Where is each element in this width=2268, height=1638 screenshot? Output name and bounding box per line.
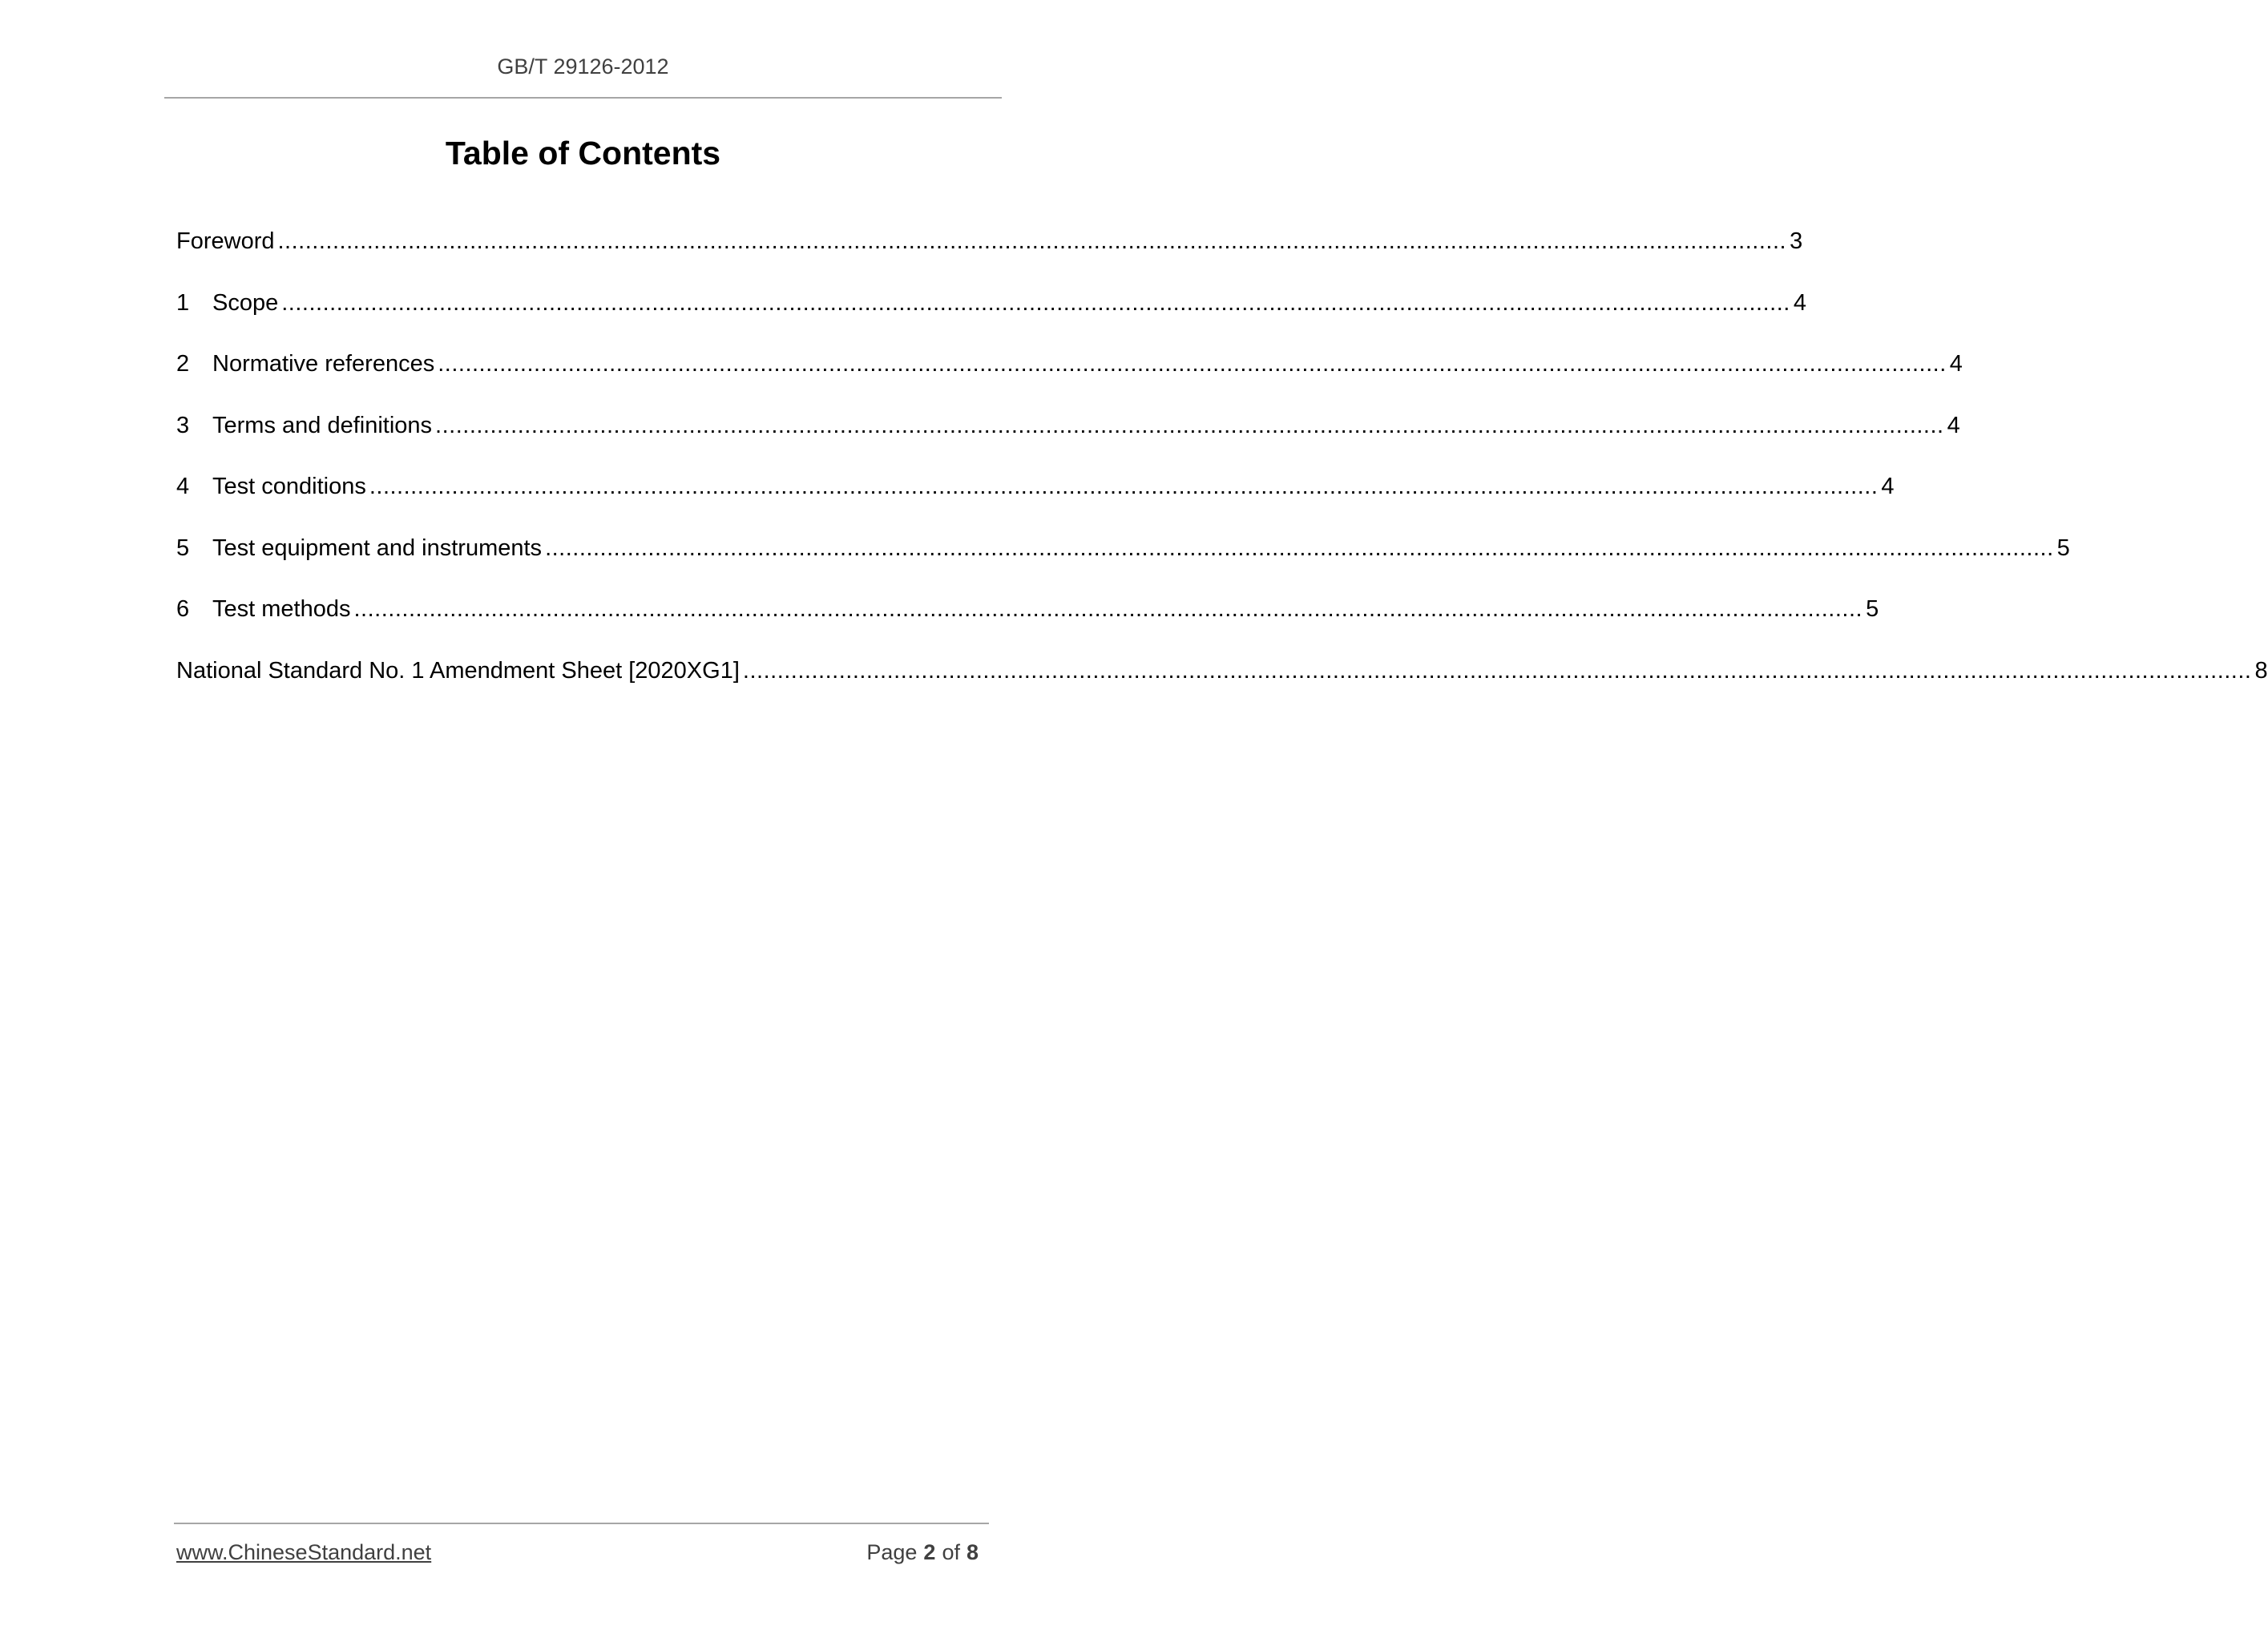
toc-leader-dots: ............................................................................................................................................................................................................................ <box>435 412 1944 438</box>
total-pages-number: 8 <box>966 1540 979 1564</box>
website-link[interactable]: www.ChineseStandard.net <box>176 1540 432 1564</box>
toc-entry-number: 3 <box>176 412 190 438</box>
header-divider <box>164 97 1002 99</box>
toc-leader-dots: ............................................................................................................................................................................................................................ <box>438 351 1947 377</box>
page-number <box>866 1540 985 1565</box>
toc-entry-test-conditions[interactable] <box>176 474 1895 535</box>
toc-entry-page: 4 <box>1949 351 1963 377</box>
of-word: of <box>942 1540 960 1564</box>
page-title: Table of Contents <box>445 135 721 171</box>
toc-entry-number: 5 <box>176 535 190 561</box>
page-word: Page <box>866 1540 918 1564</box>
toc-entry-number: 1 <box>176 289 190 316</box>
toc-entry-page: 4 <box>1947 412 1960 438</box>
toc-entry-foreword[interactable] <box>176 228 1803 290</box>
toc-entry-label: Foreword <box>176 228 275 254</box>
document-header: GB/T 29126-2012 <box>497 54 669 79</box>
toc-leader-dots: ............................................................................................................................................................................................................................ <box>281 289 1790 316</box>
footer-divider <box>174 1523 989 1524</box>
toc-entry-test-methods[interactable] <box>176 596 1879 658</box>
toc-entry-label: Test equipment and instruments <box>212 535 543 561</box>
toc-entry-page: 4 <box>1793 289 1806 316</box>
toc-entry-label: National Standard No. 1 Amendment Sheet [2020XG1] <box>176 657 740 684</box>
toc-leader-dots: ............................................................................................................................................................................................................................ <box>369 474 1879 499</box>
toc-entry-number: 2 <box>176 351 190 377</box>
toc-entry-label: Test conditions <box>212 474 366 499</box>
toc-entry-label: Normative references <box>212 351 435 377</box>
toc-leader-dots: ............................................................................................................................................................................................................................ <box>277 228 1787 254</box>
toc-entry-label: Terms and definitions <box>212 412 433 438</box>
toc-entry-number: 6 <box>176 596 190 622</box>
toc-entry-number: 4 <box>176 474 190 499</box>
toc-entry-scope[interactable] <box>176 289 1806 352</box>
toc-entry-normative-references[interactable] <box>176 351 1963 413</box>
toc-leader-dots: ............................................................................................................................................................................................................................ <box>742 657 2252 684</box>
toc-entry-test-equipment[interactable] <box>176 535 2070 597</box>
toc-entry-page: 3 <box>1790 228 1803 254</box>
table-of-contents <box>176 228 2268 719</box>
toc-entry-terms-and-definitions[interactable] <box>176 412 1960 474</box>
toc-entry-label: Scope <box>212 289 279 316</box>
toc-entry-page: 8 <box>2254 657 2268 684</box>
toc-leader-dots: ............................................................................................................................................................................................................................ <box>545 535 2054 561</box>
toc-entry-page: 5 <box>2056 535 2070 561</box>
current-page-number: 2 <box>923 1540 936 1564</box>
toc-entry-page: 4 <box>1881 474 1895 499</box>
toc-entry-page: 5 <box>1866 596 1879 622</box>
toc-entry-label: Test methods <box>212 596 351 622</box>
toc-leader-dots: ............................................................................................................................................................................................................................ <box>353 596 1863 622</box>
toc-entry-amendment-sheet[interactable] <box>176 657 2268 720</box>
